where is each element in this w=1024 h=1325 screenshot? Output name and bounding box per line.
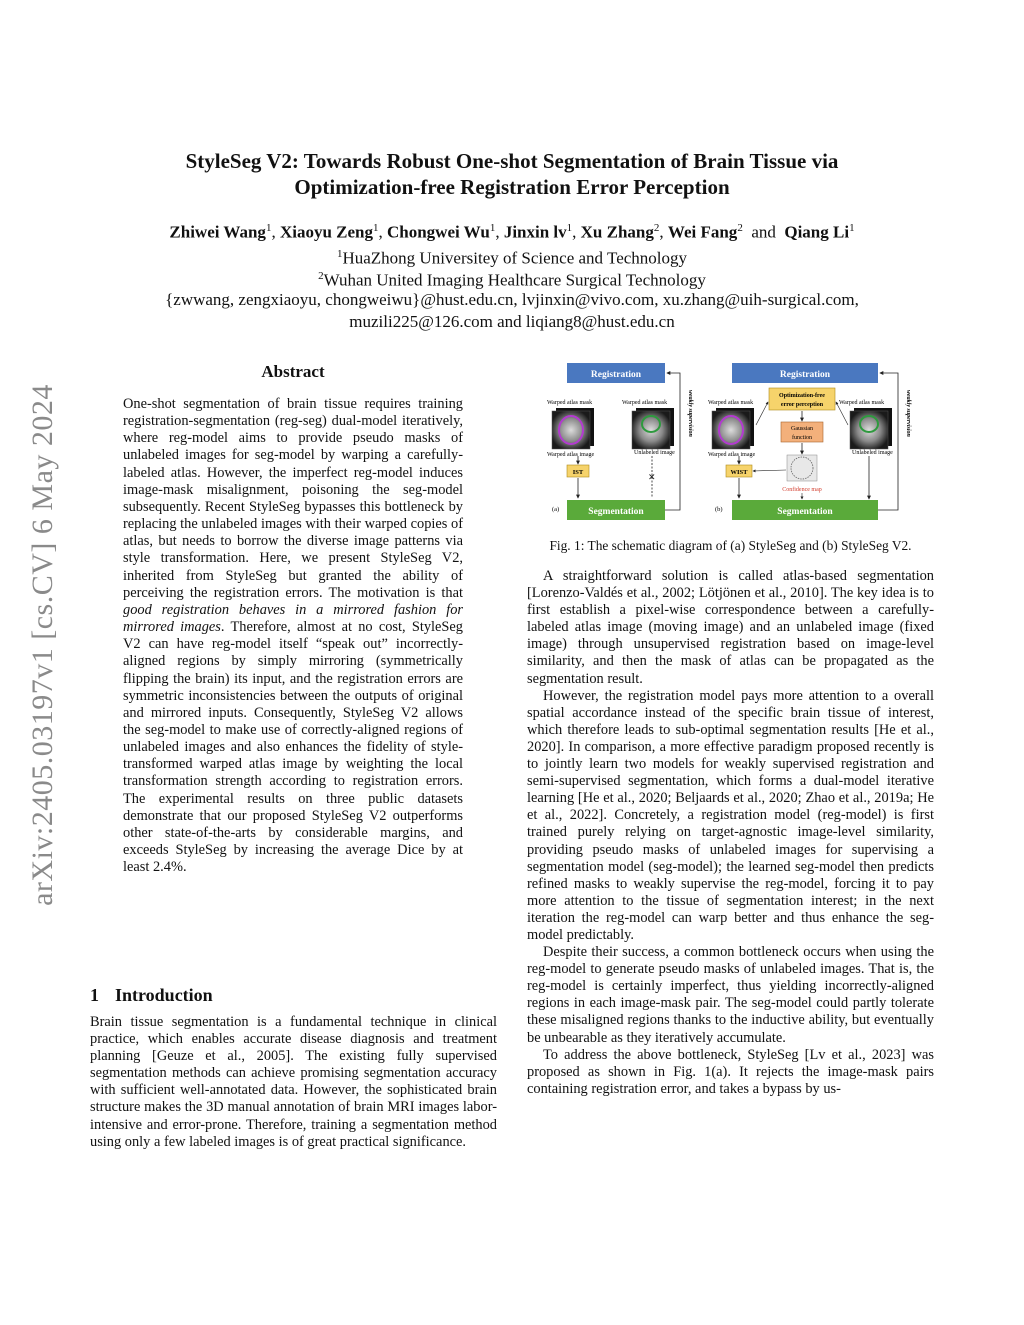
affiliation-2: $^2$Wuhan United Imaging Healthcare Surgical Technology [318, 270, 706, 290]
weak-supervision-label-a: weakly supervision [687, 390, 693, 437]
segmentation-label-a: Segmentation [588, 507, 644, 517]
opt-free-label-1: Optimization-free [779, 393, 825, 399]
segmentation-label-b: Segmentation [777, 507, 833, 517]
unlabeled-label-b: Unlabeled image [852, 450, 893, 456]
warped-mask-label-b2: Warped atlas mask [839, 400, 885, 406]
right-column-body [527, 568, 934, 1098]
warped-mask-label-a2: Warped atlas mask [622, 400, 668, 406]
author-name: Xiaoyu Zeng [279, 222, 373, 242]
figure-caption: Fig. 1: The schematic diagram of (a) StyleSeg and (b) StyleSeg V2. [549, 538, 912, 553]
arxiv-identifier: arXiv:2405.03197v1 [cs.CV] 6 May 2024 [26, 384, 59, 906]
weak-supervision-label-b: weakly supervision [905, 390, 911, 437]
warped-image-label-b: Warped atlas image [708, 452, 756, 458]
ist-label: IST [572, 469, 584, 476]
paper-title [90, 148, 934, 200]
paragraph: However, the registration model pays more attention to a overall spatial accordance instead of the specific brain tissue of interest, which therefore leads to sub-optimal segmentation results [He et al., 2020]. In comparison, a more effective paradigm proposed recently is to jointly learn two models for weakly supervised registration and semi-supervised segmentation, which forms a dual-model iterative learning [He et al., 2020; Beljaards et al., 2020; Zhao et al., 2019a; He et al., 2022]. Concretely, a registration model (reg-model) is first trained purely relying on target-agnostic image-level similarity, providing pseudo masks of unlabeled images for supervising a segmentation model (seg-model); the learned seg-model then predicts refined masks to weakly supervise the reg-model, forcing it to pay more attention to the tissue of segmentation interest; in the next iteration the reg-model can warp better and thus enhance the seg-model predictably. [527, 687, 934, 943]
gaussian-label-1: Gaussian [791, 426, 813, 432]
warped-mask-label-a: Warped atlas mask [547, 400, 593, 406]
author-emails-line-1: {zwwang, zengxiaoyu, chongweiwu}@hust.edu.cn, lvjinxin@vivo.com, xu.zhang@uih-surgical.com, [165, 290, 859, 309]
warped-image-label-a: Warped atlas image [547, 452, 595, 458]
author-name: Jinxin lv [503, 222, 567, 242]
author-name: Zhiwei Wang [169, 222, 266, 242]
confidence-map-thumb [787, 455, 817, 481]
paragraph: Brain tissue segmentation is a fundamental technique in clinical practice, which enables accurate disease diagnosis and treatment planning [Geuze et al., 2005]. The existing fully supervised segmentation methods can achieve promising segmentation accuracy with sufficient well-annotated data. However, the sophisticated brain structure makes the 3D manual annotation of brain MRI images labor-intensive and error-prone. Therefore, training a segmentation method using only a few labeled images is of great practical significance. [90, 1014, 497, 1150]
author-name: Xu Zhang [580, 222, 654, 242]
reject-mark: ✕ [648, 472, 656, 482]
abstract-emphasis: good registration behaves in a mirrored fashion for mirrored images [123, 601, 463, 636]
author-list: Zhiwei Wang$^1$, Xiaoyu Zeng$^1$, Chongwei Wu$^1$, Jinxin $lv^1$, Xu Zhang$^2$, Wei Fang$^2$ and Qiang Li$^1$ [169, 222, 855, 242]
paragraph: Despite their success, a common bottleneck occurs when using the reg-model to generate pseudo masks of unlabeled images. That is, the reg-model is certainly imperfect, thus yielding incorrectly-aligned regions in each image-mask pair. The seg-model could partly tolerate these misaligned regions thanks to the inductive ability, but eventually be unbearable as they iteratively accumulate. [527, 944, 934, 1046]
abstract-body: One-shot segmentation of brain tissue requires training registration-segmentation (reg-seg) dual-model iteratively, where reg-model aims to provide pseudo masks of unlabeled images for seg-model by warping a carefully-labeled atlas. However, the imperfect reg-model induces image-mask misalignment, poisoning the seg-model subsequently. Recent StyleSeg bypasses this bottleneck by replacing the unlabeled images with their warped copies of atlas, but needs to borrow the diverse image patterns via style transformation. Here, we present StyleSeg V2, inherited from StyleSeg but granted the ability of perceiving the registration errors. The motivation is that good registration behaves in a mirrored fashion for mirrored images. Therefore, almost at no cost, StyleSeg V2 can have reg-model itself “speak out” incorrectly-aligned regions by simply mirroring (symmetrically flipping the brain) its input, and the registration errors are symmetric inconsistencies between the outputs of original and mirrored inputs. Consequently, StyleSeg V2 allows the seg-model to make use of correctly-aligned regions of unlabeled images and also enhances the fidelity of style-transformed warped atlas image by weighting the local transformation strength according to registration errors. The experimental results on three public datasets demonstrate that our proposed StyleSeg V2 outperforms other state-of-the-arts by considerable margins, and exceeds StyleSeg by increasing the average Dice by at least 2.4%. [123, 396, 463, 876]
author-name: Chongwei Wu [386, 222, 490, 242]
section-heading-introduction: 1 Introduction [90, 985, 213, 1005]
introduction-body [90, 1014, 497, 1151]
author-name: Qiang Li [784, 222, 850, 242]
abstract-heading: Abstract [261, 362, 325, 381]
arrow [756, 402, 768, 425]
panel-a-label: (a) [552, 506, 560, 513]
wist-label: WIST [730, 469, 748, 476]
title-line-1: StyleSeg V2: Towards Robust One-shot Segmentation of Brain Tissue via [185, 149, 839, 173]
author-emails-line-2: muzili225@126.com and liqiang8@hust.edu.cn [349, 312, 675, 331]
warped-mask-label-b: Warped atlas mask [708, 400, 754, 406]
panel-b-label: (b) [715, 506, 723, 513]
gaussian-label-2: function [792, 435, 812, 441]
paragraph: To address the above bottleneck, StyleSeg [Lv et al., 2023] was proposed as shown in Fig. 1(a). It rejects the image-mask pairs containing registration error, and takes a bypass by us- [527, 1046, 934, 1097]
arrow [753, 470, 786, 471]
opt-free-label-2: error perception [780, 402, 824, 408]
paragraph: A straightforward solution is called atlas-based segmentation [Lorenzo-Valdés et al., 2002; Lötjönen et al., 2010]. The key idea is to first establish a pixel-wise correspondence between a carefully-labeled atlas image (moving image) and an unlabeled image (fixed image) through unsupervised registration based on image-level similarity, and then the mask of atlas can be propagated as the segmentation result. [527, 568, 934, 687]
figure-schematic [540, 360, 920, 525]
registration-label-b: Registration [779, 370, 831, 380]
confidence-map-label: Confidence map [782, 487, 822, 493]
title-line-2: Optimization-free Registration Error Perception [294, 175, 730, 199]
author-name: Wei Fang [667, 222, 738, 242]
affiliation-1: $^1$HuaZhong Universitey of Science and Technology [336, 248, 688, 268]
registration-label-a: Registration [590, 370, 642, 380]
authors-joiner: and [751, 222, 776, 242]
unlabeled-label-a: Unlabeled image [634, 450, 675, 456]
